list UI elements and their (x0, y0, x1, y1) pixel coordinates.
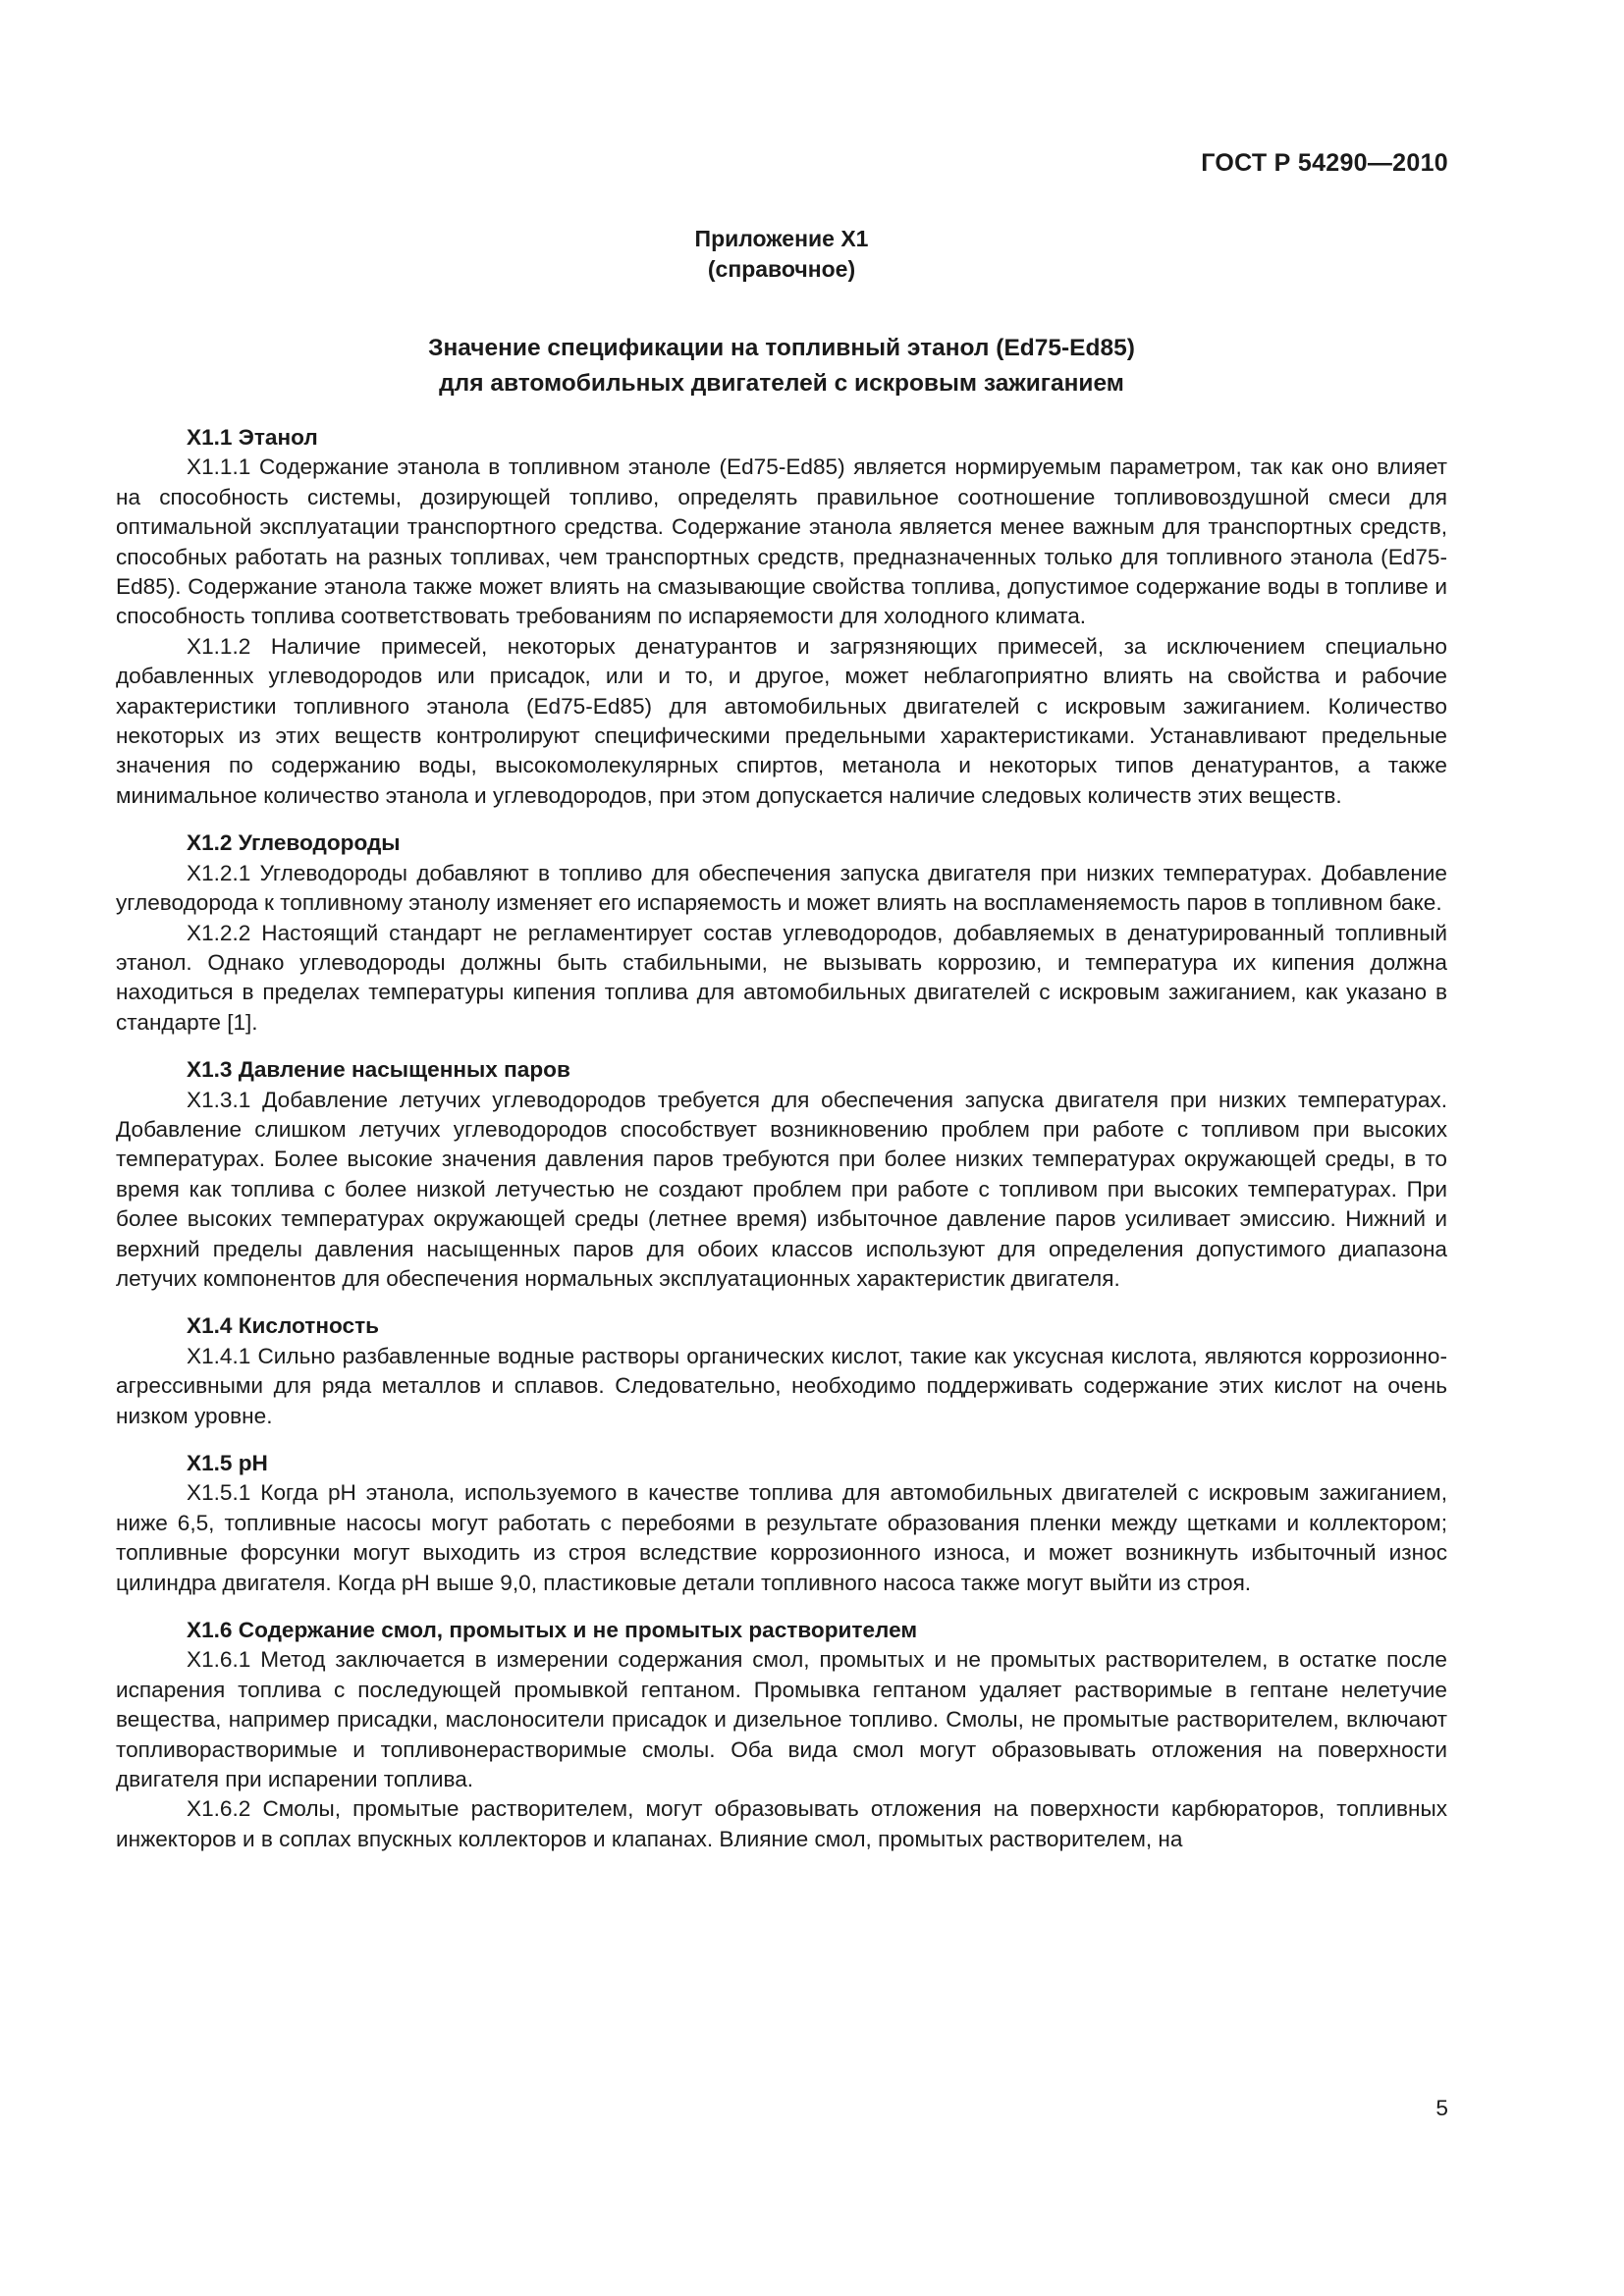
paragraph-x1-5-1: Х1.5.1 Когда рН этанола, используемого в качестве топлива для автомобильных двигателей с искровым зажиганием, ниже 6,5, топливные насосы могут работать с перебоями в результате образования пленки между щетками и коллектором; топливные форсунки могут выходить из строя вследствие коррозионного износа, и может возникнуть избыточный износ цилиндра двигателя. Когда рН выше 9,0, пластиковые детали топливного насоса также могут выйти из строя. (116, 1480, 1447, 1595)
paragraph-x1-3-1: Х1.3.1 Добавление летучих углеводородов требуется для обеспечения запуска двигателя при низких температурах. Добавление слишком летучих углеводородов способствует возникновению проблем при работе с топливом при высоких температурах. Более высокие значения давления паров требуются при более низких температурах окружающей среды, в то время как топлива с более низкой летучестью не создают проблем при работе с топливом при высоких температурах. При более высоких температурах окружающей среды (летнее время) избыточное давление паров усиливает эмиссию. Нижний и верхний пределы давления насыщенных паров для обоих классов используют для определения допустимого диапазона летучих компонентов для обеспечения нормальных эксплуатационных характеристик двигателя. (116, 1087, 1447, 1291)
section-heading-vapor-pressure: Х1.3 Давление насыщенных паров (187, 1057, 570, 1083)
document-content (116, 224, 1447, 1854)
page-number: 5 (1435, 2096, 1448, 2120)
appendix-status: (справочное) (707, 255, 856, 282)
section-heading-ph: Х1.5 рН (187, 1451, 268, 1475)
paragraph-x1-2-2: Х1.2.2 Настоящий стандарт не регламентирует состав углеводородов, добавляемых в денатурированный топливный этанол. Однако углеводороды должны быть стабильными, не вызывать коррозию, и температура их кипения должна находиться в пределах температуры кипения топлива для автомобильных двигателей с искровым зажиганием, как указано в стандарте [1]. (116, 920, 1447, 1035)
section-heading-hydrocarbons: Х1.2 Углеводороды (187, 830, 401, 856)
paragraph-x1-1-2: Х1.1.2 Наличие примесей, некоторых денатурантов и загрязняющих примесей, за исключением специально добавленных углеводородов или присадок, или и то, и другое, может неблагоприятно влиять на свойства и рабочие характеристики топливного этанола (Ed75-Ed85) для автомобильных двигателей с искровым зажиганием. Количество некоторых из этих веществ контролируют специфическими предельными характеристиками. Устанавливают предельные значения по содержанию воды, высокомолекулярных спиртов, метанола и некоторых типов денатурантов, а также минимальное количество этанола и углеводородов, при этом допускается наличие следовых количеств этих веществ. (116, 633, 1447, 808)
section-heading-acidity: Х1.4 Кислотность (187, 1313, 380, 1339)
section-heading-gum-content: Х1.6 Содержание смол, промытых и не промытых растворителем (187, 1618, 918, 1643)
paragraph-x1-6-2: Х1.6.2 Смолы, промытые растворителем, могут образовывать отложения на поверхности карбюраторов, топливных инжекторов и в соплах впускных коллекторов и клапанах. Влияние смол, промытых растворителем, на (116, 1796, 1447, 1851)
appendix-title-line-2: для автомобильных двигателей с искровым зажиганием (439, 370, 1124, 397)
appendix-label: Приложение Х1 (694, 226, 869, 251)
paragraph-x1-2-1: Х1.2.1 Углеводороды добавляют в топливо для обеспечения запуска двигателя при низких температурах. Добавление углеводорода к топливному этанолу изменяет его испаряемость и может влиять на воспламеняемость паров в топливном баке. (116, 860, 1447, 916)
appendix-title (116, 331, 1447, 401)
section-heading-ethanol: Х1.1 Этанол (187, 425, 318, 450)
paragraph-x1-1-1: Х1.1.1 Содержание этанола в топливном этаноле (Ed75-Ed85) является нормируемым параметром, так как оно влияет на способность системы, дозирующей топливо, определять правильное соотношение топливовоздушной смеси для оптимальной эксплуатации транспортного средства. Содержание этанола является менее важным для транспортных средств, способных работать на разных топливах, чем транспортных средств, предназначенных только для топливного этанола (Ed75-Ed85). Содержание этанола также может влиять на смазывающие свойства топлива, допустимое содержание воды в топливе и способность топлива соответствовать требованиям по испаряемости для холодного климата. (116, 454, 1447, 629)
standard-code: ГОСТ Р 54290—2010 (1201, 149, 1448, 177)
paragraph-x1-6-1: Х1.6.1 Метод заключается в измерении содержания смол, промытых и не промытых растворителем, в остатке после испарения топлива с последующей промывкой гептаном. Промывка гептаном удаляет растворимые в гептане нелетучие вещества, например присадки, маслоносители присадок и дизельное топливо. Смолы, не промытые растворителем, включают топливорастворимые и топливонерастворимые смолы. Оба вида смол могут образовывать отложения на поверхности двигателя при испарении топлива. (116, 1647, 1447, 1792)
appendix-title-line-1: Значение спецификации на топливный этанол (Ed75-Ed85) (428, 335, 1135, 361)
paragraph-x1-4-1: Х1.4.1 Сильно разбавленные водные растворы органических кислот, такие как уксусная кислота, являются коррозионно-агрессивными для ряда металлов и сплавов. Следовательно, необходимо поддерживать содержание этих кислот на очень низком уровне. (116, 1343, 1447, 1428)
